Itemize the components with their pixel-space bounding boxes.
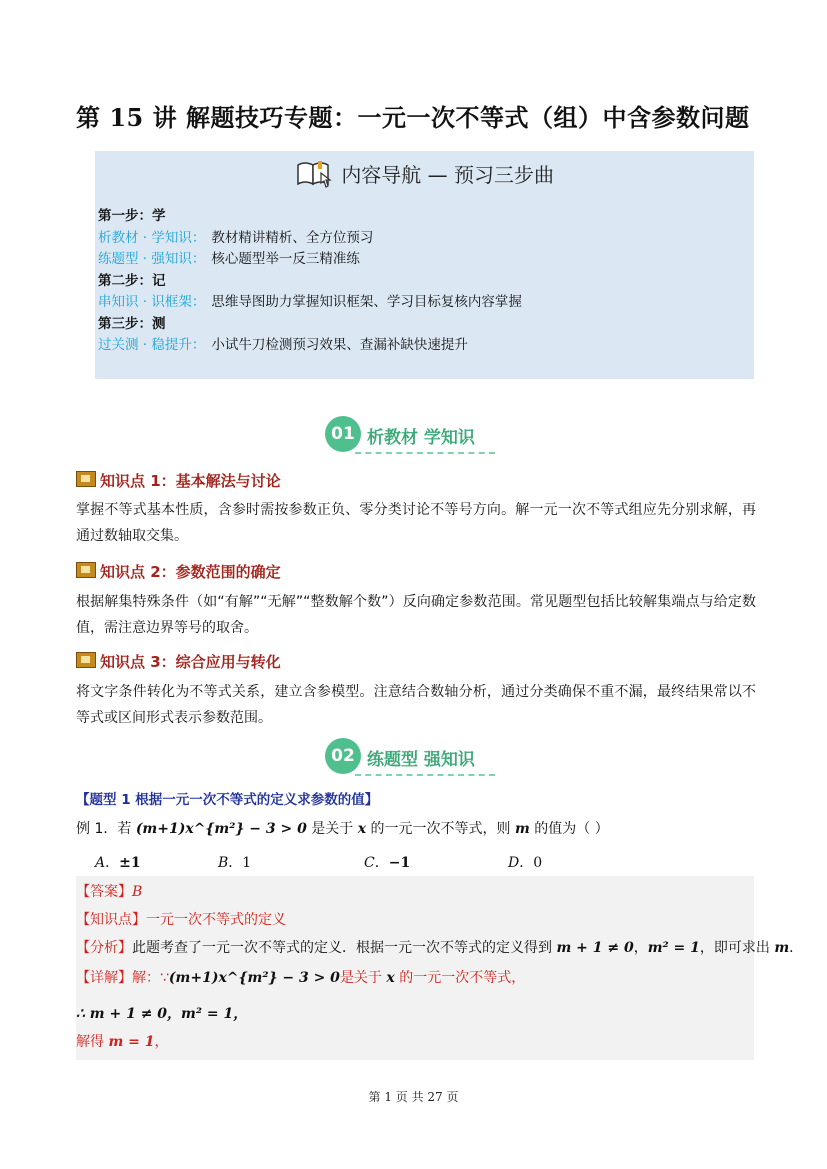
section-number: 02 — [325, 738, 361, 774]
knowledge-point-2-heading: 知识点 2：参数范围的确定 — [76, 561, 281, 582]
nav-stage-description: 小试牛刀检测预习效果、查漏补缺快速提升 — [211, 337, 468, 353]
nav-step-label: 第一步：学 — [98, 208, 166, 224]
nav-stage-label: 串知识 · 识框架： — [98, 294, 206, 310]
notebook-icon — [76, 562, 96, 578]
nav-step-label: 第三步：测 — [98, 315, 166, 332]
option-c: C．−1 — [364, 855, 411, 871]
option-b: B．1 — [218, 855, 252, 871]
notebook-icon — [76, 652, 96, 668]
page-footer: 第 1 页 共 27 页 — [368, 1090, 459, 1104]
nav-line — [98, 335, 522, 357]
nav-line — [98, 314, 522, 336]
solve-line: 解得 m = 1， — [76, 1034, 169, 1050]
nav-stage-description: 思维导图助力掌握知识框架、学习目标复核内容掌握 — [211, 294, 522, 310]
analysis-line: 【分析】此题考查了一元一次不等式的定义．根据一元一次不等式的定义得到 m + 1 ≠ 0，m² = 1，即可求出 m． — [76, 940, 804, 956]
knowledge-point-1-heading: 知识点 1：基本解法与讨论 — [76, 470, 281, 491]
knowledge-point-1-body: 掌握不等式基本性质，含参时需按参数正负、零分类讨论不等号方向。解一元一次不等式组应先分别求解，再通过数轴取交集。 — [76, 502, 756, 544]
nav-stage-description: 教材精讲精析、全方位预习 — [211, 229, 374, 246]
nav-line — [98, 206, 522, 228]
nav-lines — [98, 206, 522, 357]
nav-heading — [95, 159, 754, 194]
nav-line — [98, 249, 522, 271]
nav-stage-description: 核心题型举一反三精准练 — [211, 251, 360, 267]
nav-stage-label: 过关测 · 稳提升： — [98, 337, 206, 353]
section-underline — [355, 452, 495, 454]
nav-stage-label: 练题型 · 强知识： — [98, 251, 206, 267]
section-01-badge — [325, 414, 505, 454]
knowledge-point-3-heading: 知识点 3：综合应用与转化 — [76, 651, 281, 672]
nav-heading-text: 内容导航 — 预习三步曲 — [341, 163, 555, 187]
nav-line — [98, 271, 522, 293]
book-pointer-icon — [295, 159, 333, 194]
section-underline — [355, 774, 495, 776]
nav-line — [98, 228, 522, 250]
section-label: 练题型 强知识 — [367, 750, 475, 770]
example-question: 例 1．若 (m+1)x^{m²} − 3 > 0 是关于 x 的一元一次不等式，则 m 的值为（ ） — [76, 821, 609, 837]
nav-line — [98, 292, 522, 314]
content-navigation-box — [95, 151, 754, 379]
option-a: A．±1 — [95, 855, 141, 871]
nav-step-label: 第二步：记 — [98, 272, 166, 289]
question-type-heading: 【题型 1 根据一元一次不等式的定义求参数的值】 — [76, 792, 379, 808]
knowledge-point-line: 【知识点】一元一次不等式的定义 — [76, 912, 286, 928]
detail-line: 【详解】解：∵(m+1)x^{m²} − 3 > 0是关于 x 的一元一次不等式， — [76, 970, 526, 986]
notebook-icon — [76, 471, 96, 487]
page-title: 第 15 讲 解题技巧专题：一元一次不等式（组）中含参数问题 — [76, 103, 750, 132]
nav-stage-label: 析教材 · 学知识： — [98, 229, 206, 246]
section-02-badge — [325, 736, 505, 776]
inequality-formula: (m+1)x^{m²} − 3 > 0 — [135, 821, 307, 837]
section-label: 析教材 学知识 — [367, 428, 475, 448]
answer-line: 【答案】B — [76, 884, 143, 900]
section-number: 01 — [325, 416, 361, 452]
knowledge-point-2-body: 根据解集特殊条件（如“有解”“无解”“整数解个数”）反向确定参数范围。常见题型包括比较解集端点与给定数值，需注意边界等号的取舍。 — [76, 594, 756, 636]
knowledge-point-3-body: 将文字条件转化为不等式关系，建立含参模型。注意结合数轴分析，通过分类确保不重不漏，最终结果常以不等式或区间形式表示参数范围。 — [76, 684, 756, 726]
option-d: D．0 — [508, 855, 543, 871]
answer-box — [76, 876, 804, 1060]
because-line: ∴ m + 1 ≠ 0，m² = 1， — [76, 1006, 248, 1022]
